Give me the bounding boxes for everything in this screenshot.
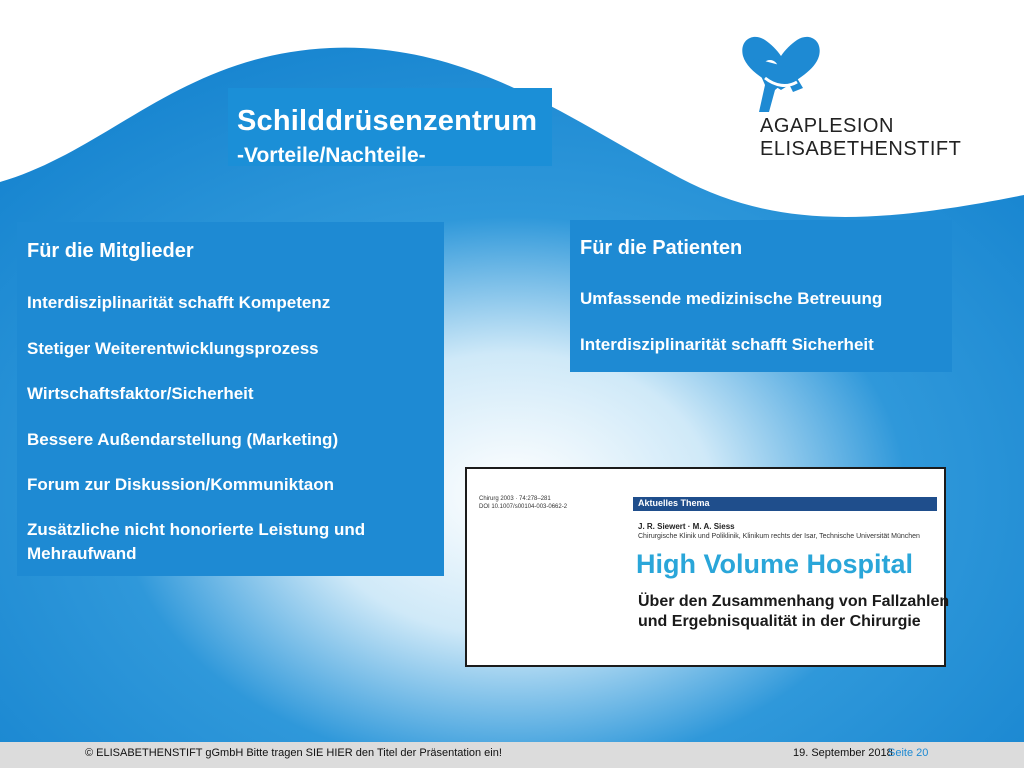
footer-copyright: © ELISABETHENSTIFT gGmbH Bitte tragen SIE HIER den Titel der Präsentation ein! (85, 747, 502, 759)
members-item: Interdisziplinarität schafft Kompetenz (27, 293, 331, 312)
members-item: Wirtschaftsfaktor/Sicherheit (27, 384, 254, 403)
article-meta-line: Chirurg 2003 · 74:278–281 (479, 496, 551, 502)
members-item: Mehraufwand (27, 544, 137, 563)
slide-title: Schilddrüsenzentrum (237, 105, 538, 137)
members-box (17, 222, 444, 576)
logo-text-line2: ELISABETHENSTIFT (760, 138, 962, 160)
members-item: Forum zur Diskussion/Kommuniktaon (27, 475, 334, 494)
footer-bar (0, 742, 1024, 768)
article-subtitle: Über den Zusammenhang von Fallzahlen (638, 593, 950, 610)
article-authors: J. R. Siewert · M. A. Siess (638, 522, 735, 531)
title-box (228, 88, 552, 166)
members-heading: Für die Mitglieder (27, 240, 194, 262)
article-meta-line: DOI 10.1007/s00104-003-0662-2 (479, 504, 568, 510)
article-title: High Volume Hospital (636, 549, 914, 579)
article-section-bar (633, 497, 937, 511)
article-clipping (465, 467, 950, 667)
members-item: Zusätzliche nicht honorierte Leistung und (27, 520, 366, 539)
article-affiliation: Chirurgische Klinik und Poliklinik, Klinikum rechts der Isar, Technische Universität München (638, 533, 920, 540)
members-item: Stetiger Weiterentwicklungsprozess (27, 339, 319, 358)
patients-heading: Für die Patienten (580, 237, 743, 259)
members-item: Bessere Außendarstellung (Marketing) (27, 430, 339, 449)
patients-item: Interdisziplinarität schafft Sicherheit (580, 335, 874, 354)
footer-date: 19. September 2018 (793, 747, 893, 759)
article-section-label: Aktuelles Thema (638, 498, 710, 508)
article-subtitle: und Ergebnisqualität in der Chirurgie (638, 613, 921, 630)
slide-subtitle: -Vorteile/Nachteile- (237, 144, 426, 167)
patients-box (570, 220, 952, 372)
footer-page-number: Seite 20 (888, 747, 929, 759)
agaplesion-heart-figure-icon (735, 30, 845, 115)
patients-item: Umfassende medizinische Betreuung (580, 289, 883, 308)
logo-text-line1: AGAPLESION (760, 115, 894, 137)
